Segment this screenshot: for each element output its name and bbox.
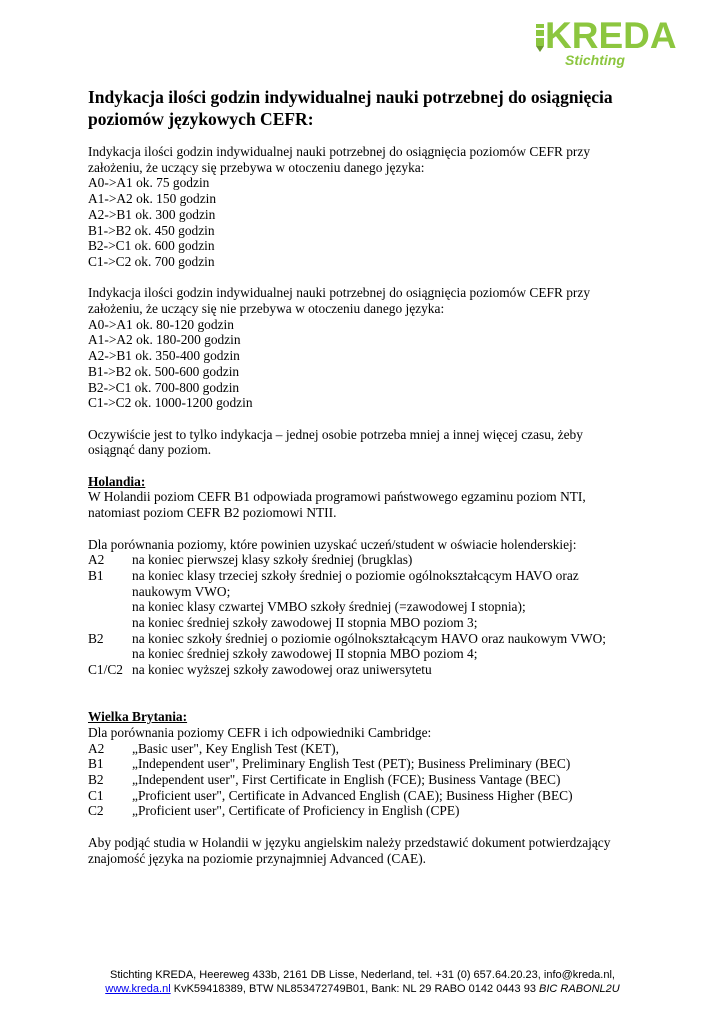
level-text: naukowym VWO; (132, 583, 231, 599)
level-text: na koniec klasy trzeciej szkoły średniej o poziomie ogólnokształcącym HAVO oraz (132, 567, 579, 583)
level-text: na koniec wyższej szkoły zawodowej oraz uniwersytetu (132, 662, 432, 678)
level-text: „Proficient user", Certificate in Advanced English (CAE); Business Higher (BEC) (132, 787, 573, 803)
section1-line: B1->B2 ok. 450 godzin (88, 222, 215, 238)
section1-intro-1: Indykacja ilości godzin indywidualnej nauki potrzebnej do osiągnięcia poziomów CEFR przy (88, 144, 591, 159)
level-label: A2 (88, 740, 105, 756)
level-text: na koniec klasy czwartej VMBO szkoły średniej (=zawodowej I stopnia); (132, 599, 526, 615)
level-label: B1 (88, 567, 104, 583)
section1-intro-2: założeniu, że uczący się przebywa w otoczeniu danego języka: (88, 159, 425, 175)
level-text: „Independent user", First Certificate in English (FCE); Business Vantage (BEC) (132, 772, 561, 788)
website-link[interactable]: www.kreda.nl (105, 983, 171, 995)
level-label: A2 (88, 552, 105, 568)
section1-line: A1->A2 ok. 150 godzin (88, 191, 217, 207)
logo-subtitle: Stichting (565, 52, 625, 68)
wielka-intro: Dla porównania poziomy CEFR i ich odpowiedniki Cambridge: (88, 724, 432, 740)
wielka-final-1: Aby podjąć studia w Holandii w języku angielskim należy przedstawić dokument potwierdzający (88, 834, 611, 850)
section1-line: C1->C2 ok. 700 godzin (88, 253, 215, 269)
section2-line: B1->B2 ok. 500-600 godzin (88, 363, 240, 379)
wielka-row (88, 788, 648, 804)
level-text: na koniec średniej szkoły zawodowej II stopnia MBO poziom 4; (132, 646, 478, 662)
level-label: C2 (88, 803, 104, 819)
level-text: „Proficient user", Certificate of Proficiency in English (CPE) (132, 803, 460, 819)
wielka-row (88, 772, 648, 788)
footer-line-1: Stichting KREDA, Heereweg 433b, 2161 DB Lisse, Nederland, tel. +31 (0) 657.64.20.23, info@kreda.nl, (110, 969, 615, 981)
page-title: Indykacja ilości godzin indywidualnej nauki potrzebnej do osiągnięcia poziomów językowych CEFR: (88, 87, 613, 129)
wielka-row (88, 803, 648, 819)
section2-line: A0->A1 ok. 80-120 godzin (88, 316, 234, 332)
holandia-row-b1-cont (88, 615, 648, 631)
section2-line: A2->B1 ok. 350-400 godzin (88, 348, 240, 364)
note-1: Oczywiście jest to tylko indykacja – jednej osobie potrzeba mniej a innej więcej czasu, żeby (88, 426, 583, 442)
footer-company-info: KvK59418389, BTW NL853472749B01, Bank: NL 29 RABO 0142 0443 93 (170, 983, 540, 995)
holandia-row-b1-cont (88, 599, 648, 615)
page-footer (0, 968, 725, 996)
level-label: B2 (88, 772, 104, 788)
holandia-intro-1: W Holandii poziom CEFR B1 odpowiada programowi państwowego egzaminu poziom NTI, (88, 489, 586, 505)
wielka-row (88, 741, 648, 757)
section1-line: B2->C1 ok. 600 godzin (88, 238, 215, 254)
holandia-compare: Dla porównania poziomy, które powinien uzyskać uczeń/student w oświacie holenderskiej: (88, 536, 577, 552)
level-text: na koniec pierwszej klasy szkoły średniej (brugklas) (132, 552, 413, 568)
holandia-row-a2 (88, 552, 648, 568)
holandia-row-b1-cont (88, 584, 648, 600)
holandia-intro-2: natomiast poziom CEFR B2 poziomowi NTII. (88, 505, 337, 521)
section2-line: B2->C1 ok. 700-800 godzin (88, 379, 240, 395)
section2-line: C1->C2 ok. 1000-1200 godzin (88, 395, 253, 411)
holandia-row-b2-cont (88, 646, 648, 662)
kreda-logo (531, 15, 677, 70)
note-2: osiągnąć dany poziom. (88, 442, 212, 458)
level-label: C1/C2 (88, 662, 123, 678)
section2-intro-1: Indykacja ilości godzin indywidualnej nauki potrzebnej do osiągnięcia poziomów CEFR przy (88, 285, 591, 301)
level-text: „Basic user", Key English Test (KET), (132, 740, 339, 756)
level-text: na koniec średniej szkoły zawodowej II stopnia MBO poziom 3; (132, 615, 478, 631)
holandia-row-b1 (88, 568, 648, 584)
wielka-final-2: znajomość języka na poziomie przynajmniej Advanced (CAE). (88, 850, 426, 866)
wielka-row (88, 756, 648, 772)
level-label: B2 (88, 630, 104, 646)
level-label: C1 (88, 787, 104, 803)
holandia-row-b2 (88, 631, 648, 647)
section2-line: A1->A2 ok. 180-200 godzin (88, 332, 241, 348)
holandia-heading: Holandia: (88, 473, 146, 489)
holandia-row-c1c2 (88, 662, 648, 678)
level-text: „Independent user", Preliminary English Test (PET); Business Preliminary (BEC) (132, 756, 571, 772)
level-label: B1 (88, 756, 104, 772)
footer-bic: BIC RABONL2U (539, 983, 620, 995)
section1-line: A0->A1 ok. 75 godzin (88, 175, 210, 191)
section1-line: A2->B1 ok. 300 godzin (88, 206, 216, 222)
footer-line-2 (0, 982, 725, 996)
wielka-heading: Wielka Brytania: (88, 709, 188, 725)
section2-intro-2: założeniu, że uczący się nie przebywa w otoczeniu danego języka: (88, 301, 445, 317)
logo-name: KREDA (545, 15, 677, 56)
level-text: na koniec szkoły średniej o poziomie ogólnokształcącym HAVO oraz naukowym VWO; (132, 630, 607, 646)
document-body (88, 86, 648, 866)
